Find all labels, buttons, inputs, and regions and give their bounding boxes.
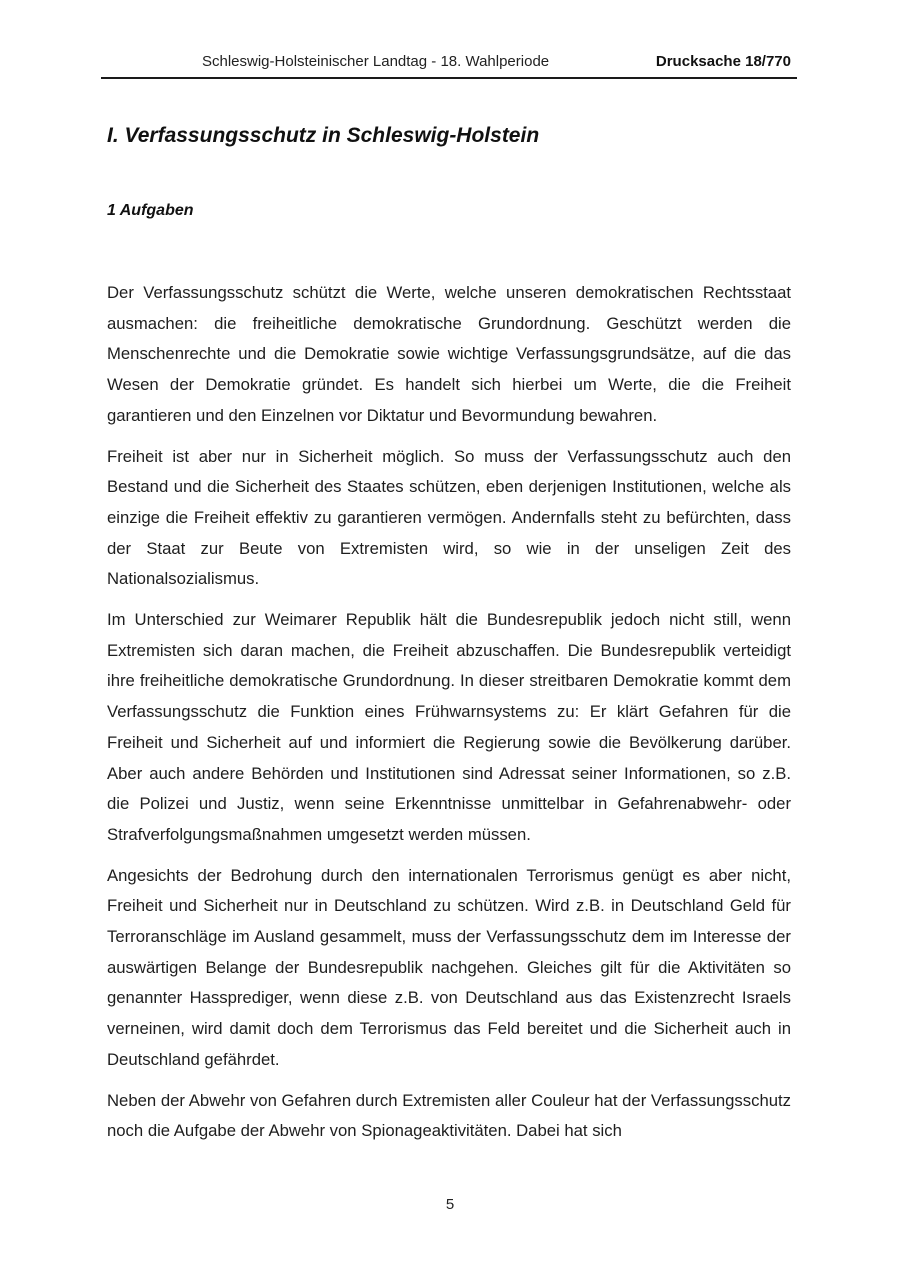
page-number: 5 [445,1196,455,1213]
page-header [101,50,797,79]
header-title: Schleswig-Holsteinischer Landtag - 18. Wahlperiode [202,53,550,70]
paragraph: Im Unterschied zur Weimarer Republik hält die Bundesrepublik jedoch nicht still, wenn Extremisten sich daran machen, die Freiheit abzuschaffen. Die Bundesrepublik verteidigt ihre freiheitliche demokratische Grundordnung. In dieser streitbaren Demokratie kommt dem Verfassungsschutz die Funktion eines Frühwarnsystems zu: Er klärt Gefahren für die Freiheit und Sicherheit auf und informiert die Regierung sowie die Bevölkerung darüber. Aber auch andere Behörden und Institutionen sind Adressat seiner Informationen, so z.B. die Polizei und Justiz, wenn seine Erkenntnisse unmittelbar in Gefahrenabwehr- oder Strafverfolgungsmaßnahmen umgesetzt werden müssen. [107,610,791,844]
paragraph: Der Verfassungsschutz schützt die Werte, welche unseren demokratischen Rechtsstaat ausmachen: die freiheitliche demokratische Grundordnung. Geschützt werden die Menschenrechte und die Demokratie sowie wichtige Verfassungsgrundsätze, auf die das Wesen der Demokratie gründet. Es handelt sich hierbei um Werte, die die Freiheit garantieren und den Einzelnen vor Diktatur und Bevormundung bewahren. [107,283,791,425]
body-text [107,278,791,1157]
paragraph: Angesichts der Bedrohung durch den internationalen Terrorismus genügt es aber nicht, Freiheit und Sicherheit nur in Deutschland zu schützen. Wird z.B. in Deutschland Geld für Terroranschläge im Ausland gesammelt, muss der Verfassungsschutz dem im Interesse der auswärtigen Belange der Bundesrepublik nachgehen. Gleiches gilt für die Aktivitäten so genannter Hassprediger, wenn diese z.B. von Deutschland aus das Existenzrecht Israels verneinen, wird damit doch dem Terrorismus das Feld bereitet und die Sicherheit auch in Deutschland gefährdet. [107,865,791,1069]
section-heading: 1 Aufgaben [107,202,194,219]
paragraph: Freiheit ist aber nur in Sicherheit möglich. So muss der Verfassungsschutz auch den Bestand und die Sicherheit des Staates schützen, eben derjenigen Institutionen, welche als einzige die Freiheit effektiv zu garantieren vermögen. Andernfalls steht zu befürchten, dass der Staat zur Beute von Extremisten wird, so wie in der unseligen Zeit des Nationalsozialismus. [107,446,791,589]
paragraph: Neben der Abwehr von Gefahren durch Extremisten aller Couleur hat der Verfassungsschutz noch die Aufgabe der Abwehr von Spionageaktivitäten. Dabei hat sich [107,1090,791,1141]
chapter-heading: I. Verfassungsschutz in Schleswig-Holstein [107,124,540,147]
document-number: Drucksache 18/770 [655,53,791,70]
